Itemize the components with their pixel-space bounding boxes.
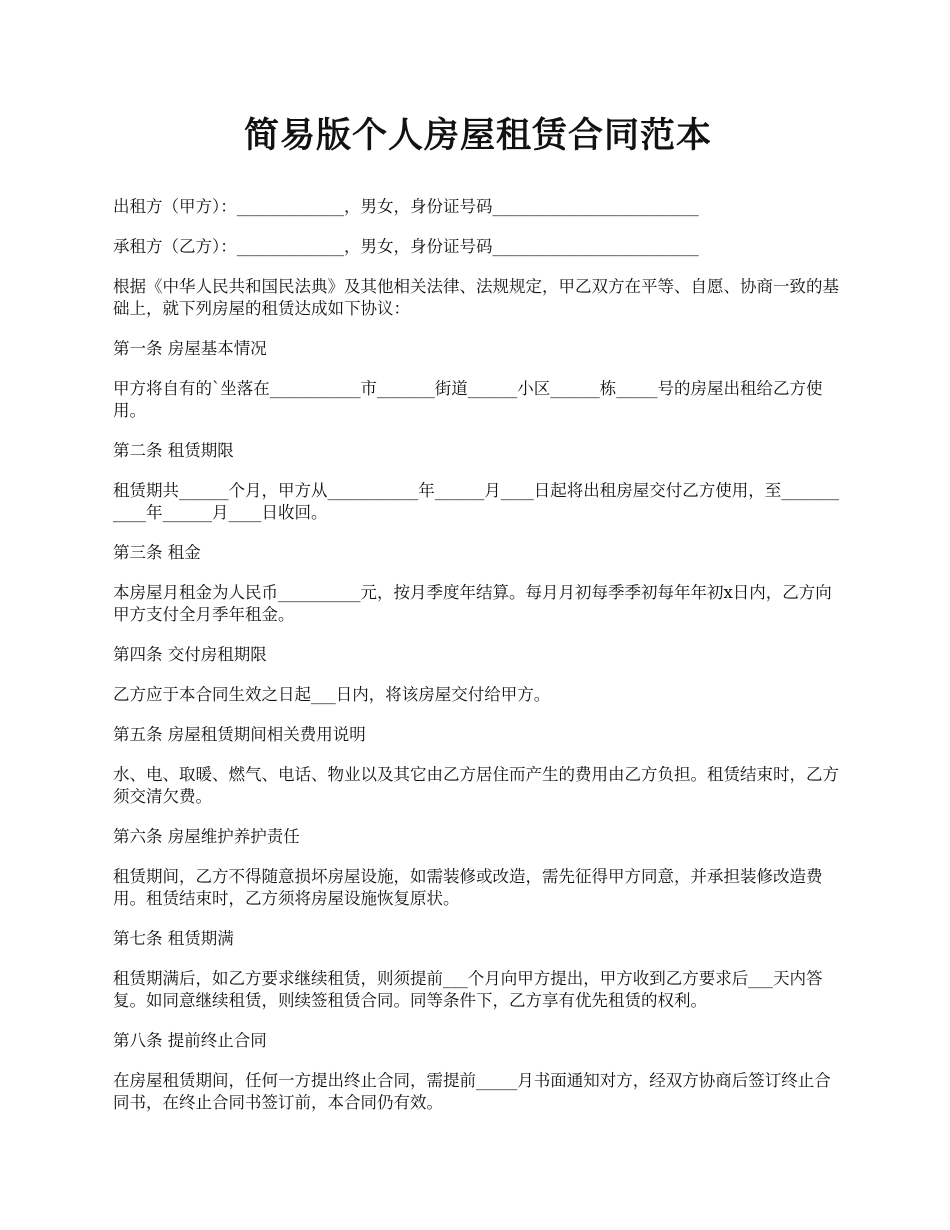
article-6-body: 租赁期间，乙方不得随意损坏房屋设施，如需装修或改造，需先征得甲方同意，并承担装修改造费用。租赁结束时，乙方须将房屋设施恢复原状。: [113, 867, 823, 908]
document-title: 简易版个人房屋租赁合同范本: [243, 115, 712, 156]
article-1-heading: 第一条 房屋基本情况: [113, 339, 267, 358]
article-7-body: 租赁期满后，如乙方要求继续租赁，则须提前___个月向甲方提出，甲方收到乙方要求后___天内答复。如同意继续租赁，则续签租赁合同。同等条件下，乙方享有优先租赁的权利。: [113, 969, 823, 1010]
article-1-body: 甲方将自有的`坐落在___________市_______街道______小区______栋_____号的房屋出租给乙方使用。: [113, 379, 823, 420]
document-page: [113, 112, 843, 1132]
article-2-body: 租赁期共______个月，甲方从___________年______月____日起将出租房屋交付乙方使用，至___________年______月____日收回。: [113, 481, 839, 522]
article-5-body: 水、电、取暖、燃气、电话、物业以及其它由乙方居住而产生的费用由乙方负担。租赁结束时，乙方须交清欠费。: [113, 765, 839, 806]
preamble: 根据《中华人民共和国民法典》及其他相关法律、法规规定，甲乙双方在平等、自愿、协商一致的基础上，就下列房屋的租赁达成如下协议：: [113, 277, 839, 318]
article-2-heading: 第二条 租赁期限: [113, 441, 234, 460]
lessee-line: 承租方（乙方）：_____________，男女，身份证号码_________________________: [113, 237, 699, 256]
article-3-heading: 第三条 租金: [113, 543, 201, 562]
article-4-body: 乙方应于本合同生效之日起___日内，将该房屋交付给甲方。: [113, 685, 551, 704]
article-4-heading: 第四条 交付房租期限: [113, 645, 267, 664]
article-8-body: 在房屋租赁期间，任何一方提出终止合同，需提前_____月书面通知对方，经双方协商后签订终止合同书，在终止合同书签订前，本合同仍有效。: [113, 1071, 831, 1112]
article-8-heading: 第八条 提前终止合同: [113, 1031, 267, 1050]
article-6-heading: 第六条 房屋维护养护责任: [113, 827, 300, 846]
lessor-line: 出租方（甲方）：_____________，男女，身份证号码_________________________: [113, 197, 699, 216]
article-3-body: 本房屋月租金为人民币__________元，按月季度年结算。每月月初每季季初每年年初x日内，乙方向甲方支付全月季年租金。: [113, 583, 832, 624]
article-7-heading: 第七条 租赁期满: [113, 929, 234, 948]
article-5-heading: 第五条 房屋租赁期间相关费用说明: [113, 725, 366, 744]
